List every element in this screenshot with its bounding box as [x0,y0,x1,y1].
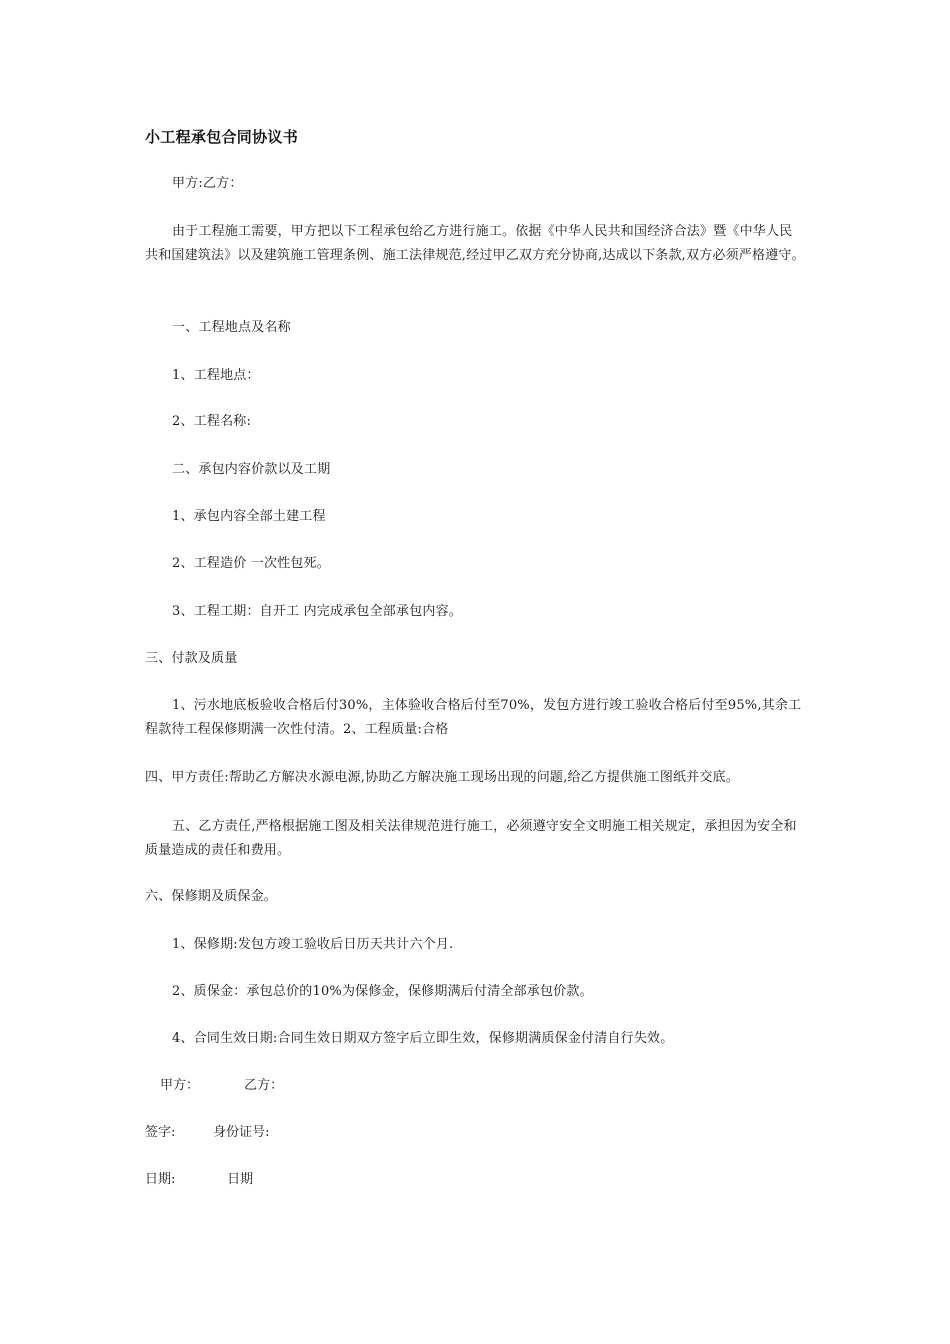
signature-parties-row [160,1074,283,1098]
section-2-heading: 二、承包内容价款以及工期 [172,462,331,477]
section-2-item-2: 2、工程造价 一次性包死。 [172,556,331,571]
section-3-heading: 三、付款及质量 [145,651,238,666]
section-6-item-4: 4、合同生效日期:合同生效日期双方签字后立即生效，保修期满质保金付清自行失效。 [172,1031,674,1046]
sign-label: 签字: [145,1125,176,1140]
section-6-heading: 六、保修期及质保金。 [145,889,278,904]
signature-sign-row [145,1121,270,1145]
section-3-paragraph: 1、污水地底板验收合格后付30%，主体验收合格后付至70%，发包方进行竣工验收合格后付至95%,其余工程款待工程保修期满一次性付清。2、工程质量:合格 [145,698,802,737]
party-b-label: 乙方： [244,1078,284,1093]
document-title: 小工程承包合同协议书 [145,128,299,146]
section-1-item-2: 2、工程名称: [172,414,252,429]
section-6-item-2: 2、质保金：承包总价的10%为保修金，保修期满后付清全部承包价款。 [172,984,593,999]
section-5-paragraph: 五、乙方责任,严格根据施工图及相关法律规范进行施工，必须遵守安全文明施工相关规定，承担因为安全和质量造成的责任和费用。 [145,819,797,858]
section-4-paragraph: 四、甲方责任:帮助乙方解决水源电源,协助乙方解决施工现场出现的问题,给乙方提供施工图纸并交底。 [145,770,740,785]
date-a-label: 日期: [145,1172,176,1187]
date-b-label: 日期 [227,1172,254,1187]
section-1-item-1: 1、工程地点： [172,368,260,383]
signature-date-row [145,1168,253,1192]
party-a-label: 甲方： [160,1078,200,1093]
parties-line: 甲方:乙方： [172,176,243,191]
section-2-item-3: 3、工程工期：自开工 内完成承包全部承包内容。 [172,604,463,619]
id-number-label: 身份证号: [213,1125,270,1140]
intro-paragraph: 由于工程施工需要，甲方把以下工程承包给乙方进行施工。依据《中华人民共和国经济合法》暨《中华人民共和国建筑法》以及建筑施工管理条例、施工法律规范,经过甲乙双方充分协商,达成以下条款,双方必须严格遵守。 [145,224,805,263]
section-6-item-1: 1、保修期:发包方竣工验收后日历天共计六个月. [172,937,454,952]
section-2-item-1: 1、承包内容全部土建工程 [172,509,326,524]
section-1-heading: 一、工程地点及名称 [172,320,291,335]
